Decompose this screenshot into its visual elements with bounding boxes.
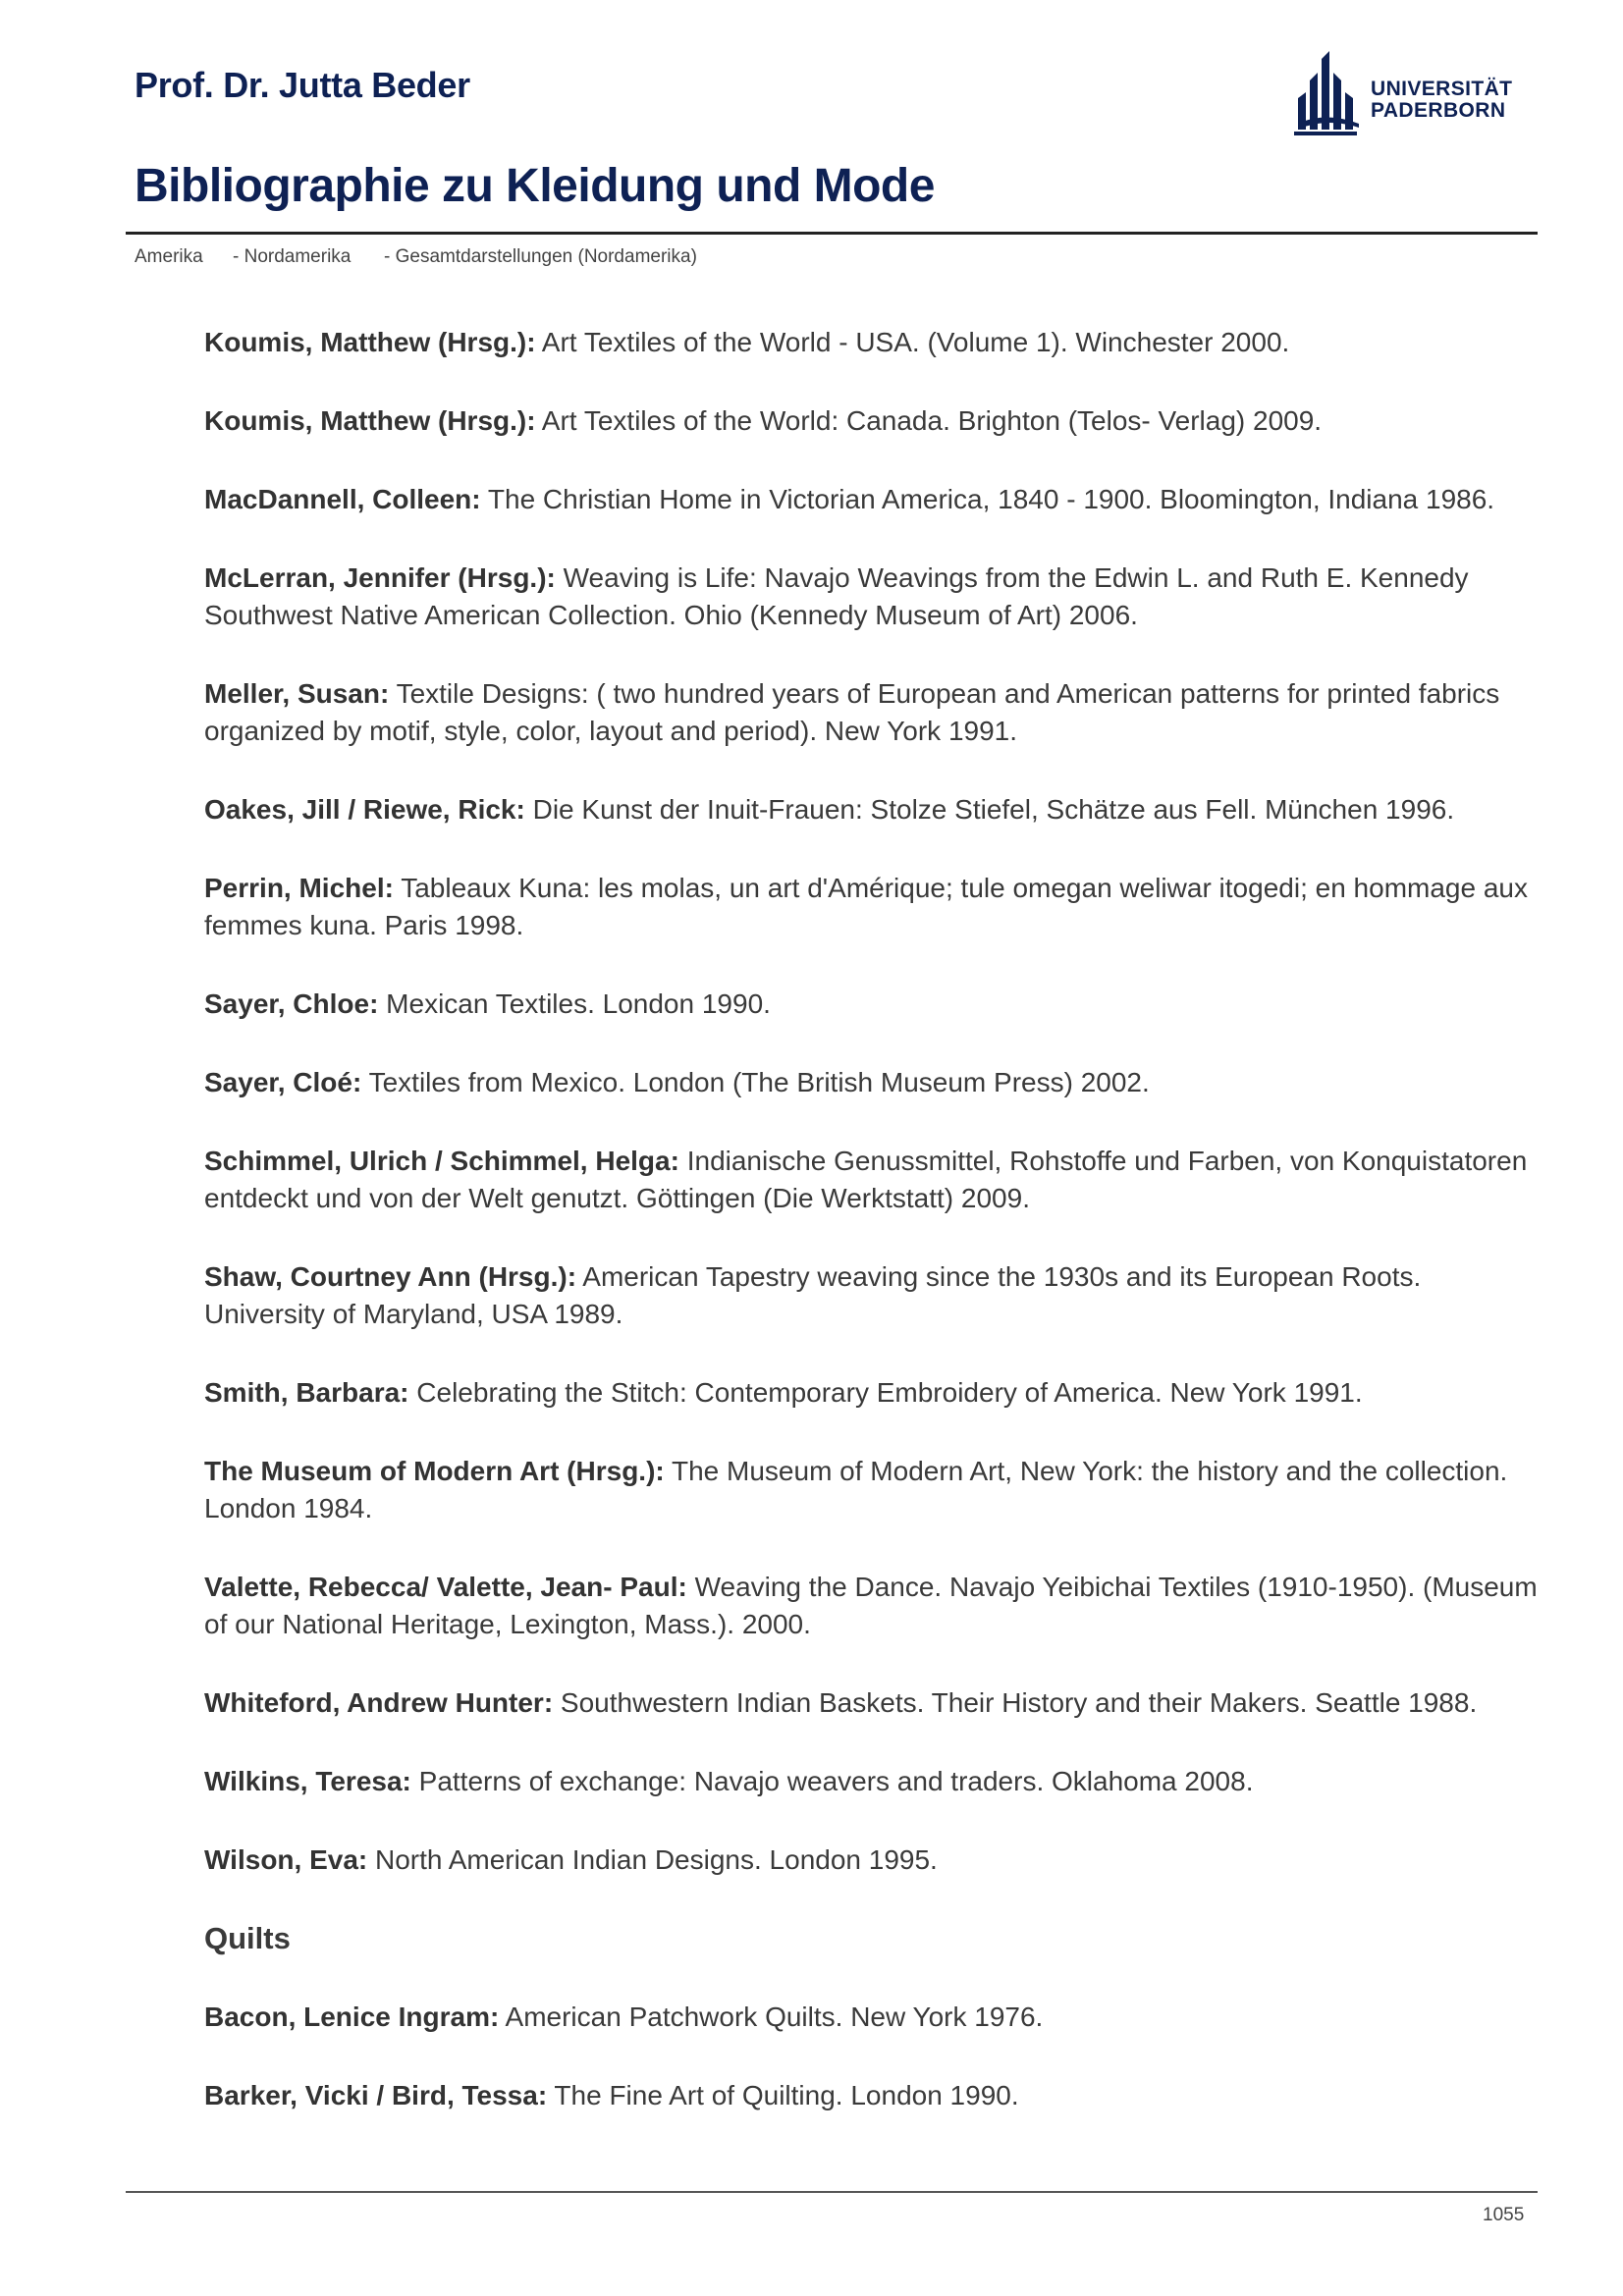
entry-text: The Museum of Modern Art, New York: the history and the collection. London 1984. (204, 1456, 1508, 1523)
entry-text: Tableaux Kuna: les molas, un art d'Amérique; tule omegan weliwar itogedi; en hommage aux femmes kuna. Paris 1998. (204, 873, 1528, 940)
bibliography-entry (204, 1684, 1542, 1722)
university-logo (1294, 51, 1530, 135)
entry-text: Indianische Genussmittel, Rohstoffe und Farben, von Konquistatoren entdeckt und von der Welt genutzt. Göttingen (Die Werktstatt) 2009. (204, 1146, 1528, 1213)
entry-text: North American Indian Designs. London 1995. (367, 1844, 938, 1875)
logo-wordmark (1371, 79, 1512, 122)
bibliography-entry (204, 1999, 1542, 2036)
entry-text: Mexican Textiles. London 1990. (378, 988, 771, 1019)
breadcrumb-level-3: - Gesamtdarstellungen (Nordamerika) (384, 246, 697, 267)
entry-text: American Tapestry weaving since the 1930s and its European Roots. University of Maryland, USA 1989. (204, 1261, 1422, 1329)
bibliography-entry (204, 791, 1542, 828)
bibliography-entry (204, 324, 1542, 361)
entry-author: Sayer, Chloe: (204, 988, 379, 1019)
entry-text: Art Textiles of the World - USA. (Volume 1). Winchester 2000. (535, 327, 1290, 357)
entry-text: Textile Designs: ( two hundred years of European and American patterns for printed fabrics organized by motif, style, color, layout and period). New York 1991. (204, 678, 1500, 746)
entry-author: Sayer, Cloé: (204, 1067, 362, 1097)
entry-author: McLerran, Jennifer (Hrsg.): (204, 562, 556, 593)
paderborn-university-logo-icon (1294, 51, 1365, 135)
entry-text: Celebrating the Stitch: Contemporary Embroidery of America. New York 1991. (408, 1377, 1363, 1408)
bibliography-entry (204, 870, 1542, 944)
entry-author: Barker, Vicki / Bird, Tessa: (204, 2080, 548, 2110)
entry-text: Patterns of exchange: Navajo weavers and traders. Oklahoma 2008. (410, 1766, 1254, 1796)
bibliography-entry (204, 986, 1542, 1023)
bibliography-entry (204, 1143, 1542, 1217)
bibliography-entry (204, 1842, 1542, 1879)
footer-divider (126, 2191, 1538, 2193)
entry-author: MacDannell, Colleen: (204, 484, 481, 514)
bibliography-list (204, 324, 1542, 2156)
document-title: Bibliographie zu Kleidung und Mode (135, 160, 935, 212)
breadcrumb-level-1: Amerika (135, 246, 203, 267)
entry-author: Valette, Rebecca/ Valette, Jean- Paul: (204, 1572, 687, 1602)
section-heading-quilts: Quilts (204, 1921, 291, 1955)
entry-author: Smith, Barbara: (204, 1377, 409, 1408)
bibliography-entry (204, 1258, 1542, 1333)
entry-author: Whiteford, Andrew Hunter: (204, 1687, 554, 1718)
author-name: Prof. Dr. Jutta Beder (135, 65, 470, 105)
entry-author: Schimmel, Ulrich / Schimmel, Helga: (204, 1146, 679, 1176)
entry-author: Wilson, Eva: (204, 1844, 368, 1875)
bibliography-entry (204, 481, 1542, 518)
entry-text: The Christian Home in Victorian America, 1840 - 1900. Bloomington, Indiana 1986. (480, 484, 1495, 514)
entry-text: The Fine Art of Quilting. London 1990. (547, 2080, 1019, 2110)
entry-author: Perrin, Michel: (204, 873, 394, 903)
entry-author: Koumis, Matthew (Hrsg.): (204, 327, 536, 357)
entry-author: Bacon, Lenice Ingram: (204, 2002, 500, 2032)
entry-text: Weaving the Dance. Navajo Yeibichai Textiles (1910-1950). (Museum of our National Heritage, Lexington, Mass.). 2000. (204, 1572, 1538, 1639)
page-number: 1055 (1483, 2205, 1525, 2225)
entry-author: Wilkins, Teresa: (204, 1766, 411, 1796)
breadcrumb (135, 246, 697, 268)
entry-text: Art Textiles of the World: Canada. Brighton (Telos- Verlag) 2009. (535, 405, 1323, 436)
bibliography-entry (204, 1064, 1542, 1101)
bibliography-entry (204, 402, 1542, 440)
entry-text: Weaving is Life: Navajo Weavings from the Edwin L. and Ruth E. Kennedy Southwest Native American Collection. Ohio (Kennedy Museum of Art) 2006. (204, 562, 1469, 630)
breadcrumb-level-2: - Nordamerika (233, 246, 352, 267)
entry-author: Oakes, Jill / Riewe, Rick: (204, 794, 525, 825)
entry-text: Die Kunst der Inuit-Frauen: Stolze Stiefel, Schätze aus Fell. München 1996. (524, 794, 1455, 825)
bibliography-entry (204, 1569, 1542, 1643)
bibliography-entry (204, 2077, 1542, 2114)
bibliography-entry (204, 675, 1542, 750)
entry-author: The Museum of Modern Art (Hrsg.): (204, 1456, 665, 1486)
title-divider (126, 232, 1538, 235)
entry-author: Meller, Susan: (204, 678, 390, 709)
bibliography-entry (204, 1763, 1542, 1800)
entry-author: Koumis, Matthew (Hrsg.): (204, 405, 536, 436)
bibliography-entry (204, 560, 1542, 634)
bibliography-entry (204, 1453, 1542, 1527)
entry-author: Shaw, Courtney Ann (Hrsg.): (204, 1261, 577, 1292)
entry-text: Southwestern Indian Baskets. Their History and their Makers. Seattle 1988. (553, 1687, 1478, 1718)
bibliography-entry (204, 1374, 1542, 1412)
logo-line-2: PADERBORN (1371, 99, 1506, 122)
logo-line-1: UNIVERSITÄT (1371, 78, 1513, 100)
entry-text: Textiles from Mexico. London (The British Museum Press) 2002. (361, 1067, 1150, 1097)
entry-text: American Patchwork Quilts. New York 1976. (499, 2002, 1044, 2032)
